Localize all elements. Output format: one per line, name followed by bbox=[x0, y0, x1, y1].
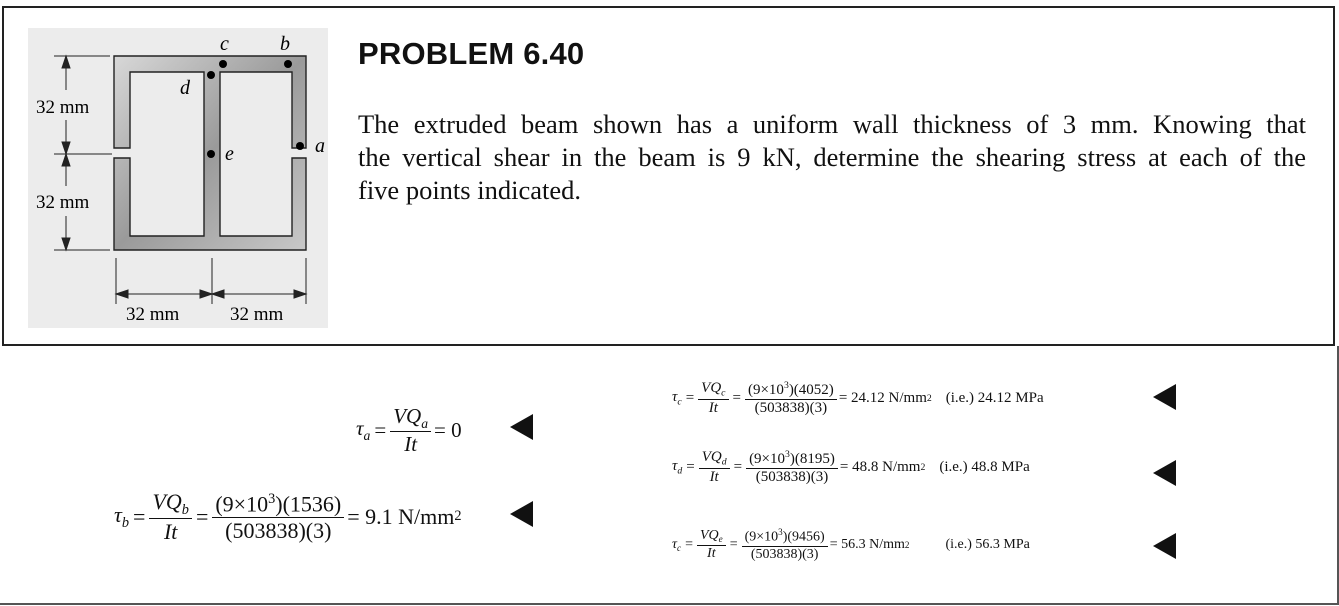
solution-e: $\tau_c$ = $\frac{VQ_e}{It}$ = $\frac{(9\times 10^3)(9456)}{(503838)(3)}$ = 56.3 N/mm 2 (i.e.) 56.3 MPa bbox=[672, 527, 1030, 562]
figure-background bbox=[28, 28, 328, 328]
statement-line: five points indicated. bbox=[358, 175, 581, 205]
answer-marker-d bbox=[1153, 460, 1176, 486]
answer-marker-b bbox=[510, 501, 533, 527]
point-c-dot bbox=[219, 60, 227, 68]
point-a-dot bbox=[296, 142, 304, 150]
label-d: d bbox=[180, 77, 190, 99]
solution-a: $\tau_a$ = $\frac{VQ_a}{It}$ = 0 bbox=[356, 404, 462, 457]
answer-marker-a bbox=[510, 414, 533, 440]
problem-title: PROBLEM 6.40 bbox=[358, 36, 585, 71]
answer-marker-c bbox=[1153, 384, 1176, 410]
statement-line: the vertical shear in the beam is 9 kN, determine the shearing stress at each of the bbox=[358, 142, 1306, 172]
point-e-dot bbox=[207, 150, 215, 158]
solution-b: $\tau_b$ = $\frac{VQ_b}{It}$ = $\frac{(9\times 10^3)(1536)}{(503838)(3)}$ = 9.1 N/mm 2 bbox=[114, 489, 462, 545]
dim-height-bottom: 32 mm bbox=[36, 192, 90, 213]
dim-height-top: 32 mm bbox=[36, 97, 90, 118]
label-c: c bbox=[220, 33, 229, 55]
solution-d: $\tau_d$ = $\frac{VQ_d}{It}$ = $\frac{(9\times 10^3)(8195)}{(503838)(3)}$ = 48.8 N/mm 2 (i.e.) 48.8 MPa bbox=[672, 449, 1030, 486]
answer-marker-e bbox=[1153, 533, 1176, 559]
bottom-border bbox=[0, 603, 1339, 605]
solution-c: $\tau_c$ = $\frac{VQ_c}{It}$ = $\frac{(9\times 10^3)(4052)}{(503838)(3)}$ = 24.12 N/mm 2 (i.e.) 24.12 MPa bbox=[672, 380, 1044, 417]
beam-figure bbox=[28, 28, 328, 328]
point-b-dot bbox=[284, 60, 292, 68]
dim-width-right: 32 mm bbox=[230, 304, 284, 325]
point-d-dot bbox=[207, 71, 215, 79]
problem-statement bbox=[358, 108, 1306, 207]
statement-line: The extruded beam shown has a uniform wall thickness of 3 mm. Knowing that bbox=[358, 109, 1306, 139]
label-a: a bbox=[315, 135, 325, 157]
label-b: b bbox=[280, 33, 290, 55]
dim-width-left: 32 mm bbox=[126, 304, 180, 325]
label-e: e bbox=[225, 143, 234, 165]
